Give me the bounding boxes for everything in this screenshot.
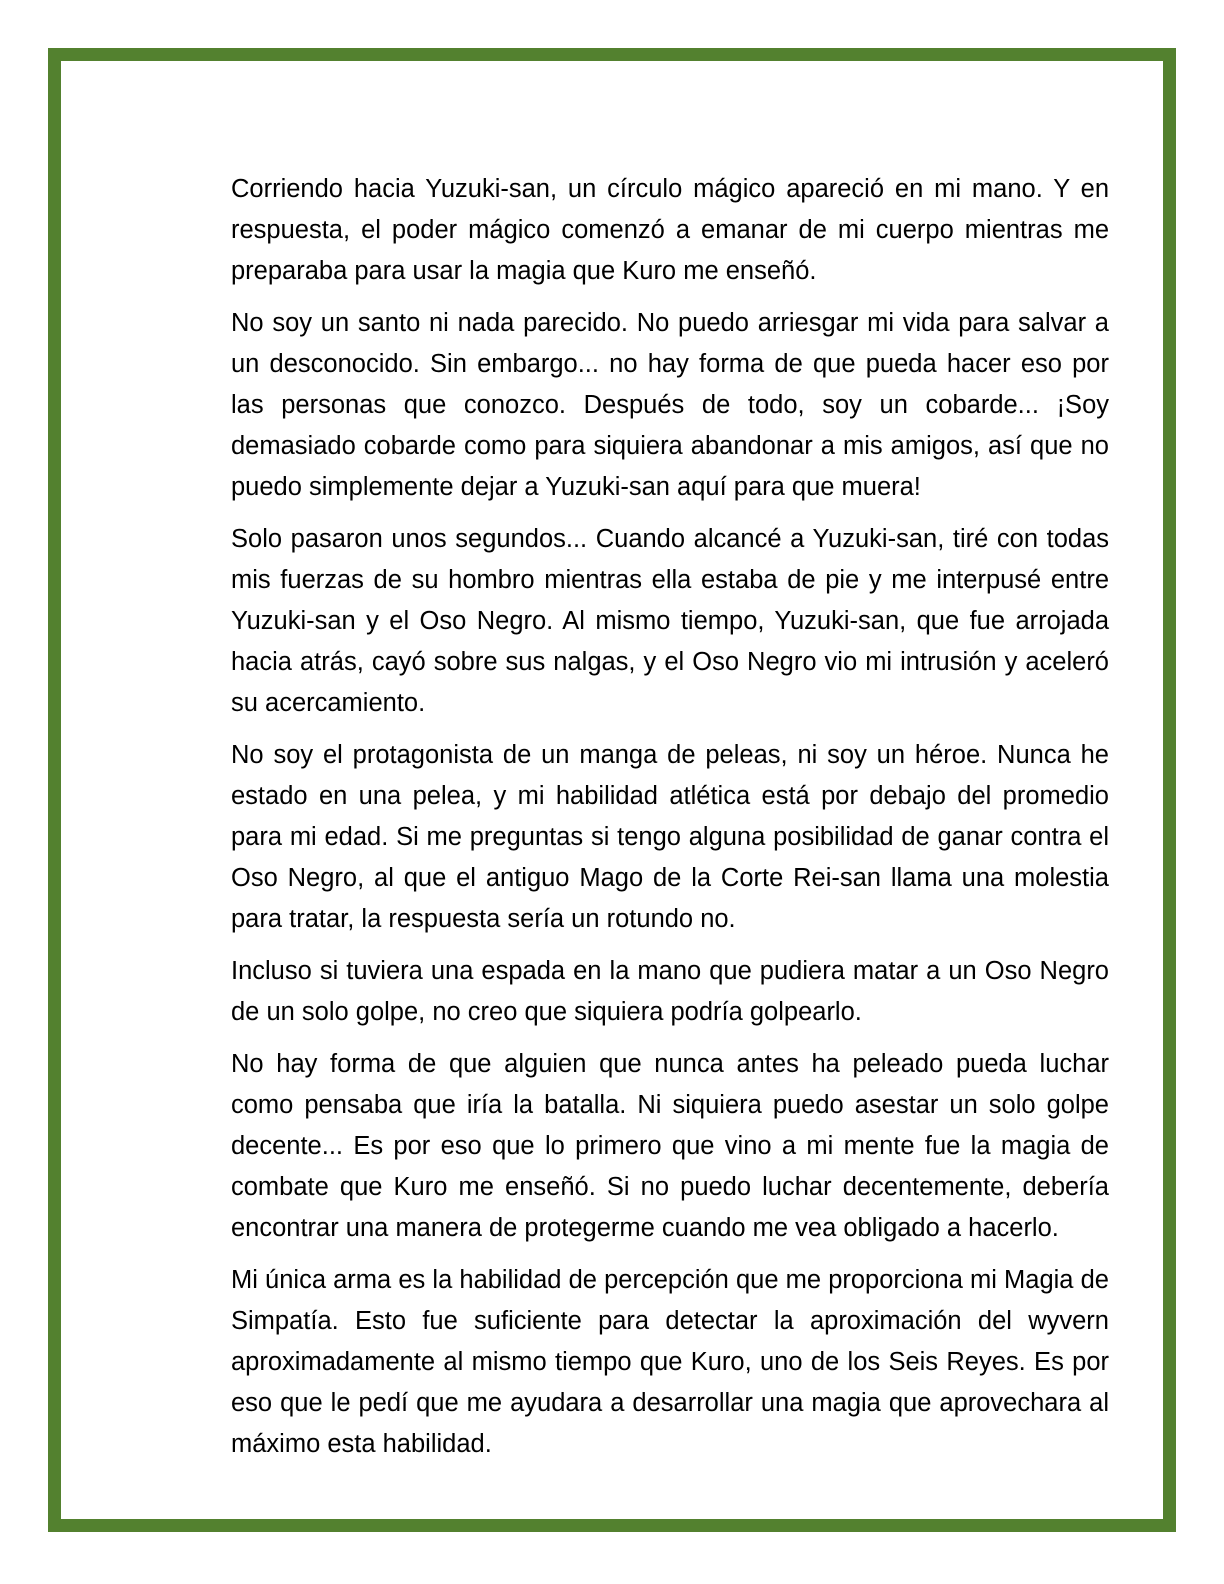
paragraph: Corriendo hacia Yuzuki-san, un círculo mágico apareció en mi mano. Y en respuesta, el poder mágico comenzó a emanar de mi cuerpo mientras me preparaba para usar la magia que Kuro me enseñó. [231,175,1109,285]
paragraph: No hay forma de que alguien que nunca antes ha peleado pueda luchar como pensaba que iría la batalla. Ni siquiera puedo asestar un solo golpe decente... Es por eso que lo primero que vino a mi mente fue la magia de combate que Kuro me enseñó. Si no puedo luchar decentemente, debería encontrar una manera de protegerme cuando me vea obligado a hacerlo. [231,1050,1109,1242]
paragraph: No soy un santo ni nada parecido. No puedo arriesgar mi vida para salvar a un desconocido. Sin embargo... no hay forma de que pueda hacer eso por las personas que conozco. Después de todo, soy un cobarde... ¡Soy demasiado cobarde como para siquiera abandonar a mis amigos, así que no puedo simplemente dejar a Yuzuki-san aquí para que muera! [231,309,1109,501]
paragraph: Incluso si tuviera una espada en la mano que pudiera matar a un Oso Negro de un solo golpe, no creo que siquiera podría golpearlo. [231,957,1109,1026]
document-text-body [231,169,1109,1465]
paragraph: Solo pasaron unos segundos... Cuando alcancé a Yuzuki-san, tiré con todas mis fuerzas de su hombro mientras ella estaba de pie y me interpusé entre Yuzuki-san y el Oso Negro. Al mismo tiempo, Yuzuki-san, que fue arrojada hacia atrás, cayó sobre sus nalgas, y el Oso Negro vio mi intrusión y aceleró su acercamiento. [231,525,1109,717]
paragraph: Mi única arma es la habilidad de percepción que me proporciona mi Magia de Simpatía. Esto fue suficiente para detectar la aproximación del wyvern aproximadamente al mismo tiempo que Kuro, uno de los Seis Reyes. Es por eso que le pedí que me ayudara a desarrollar una magia que aprovechara al máximo esta habilidad. [231,1266,1109,1458]
page-border-frame [48,48,1176,1532]
paragraph: No soy el protagonista de un manga de peleas, ni soy un héroe. Nunca he estado en una pelea, y mi habilidad atlética está por debajo del promedio para mi edad. Si me preguntas si tengo alguna posibilidad de ganar contra el Oso Negro, al que el antiguo Mago de la Corte Rei-san llama una molestia para tratar, la respuesta sería un rotundo no. [231,741,1109,933]
